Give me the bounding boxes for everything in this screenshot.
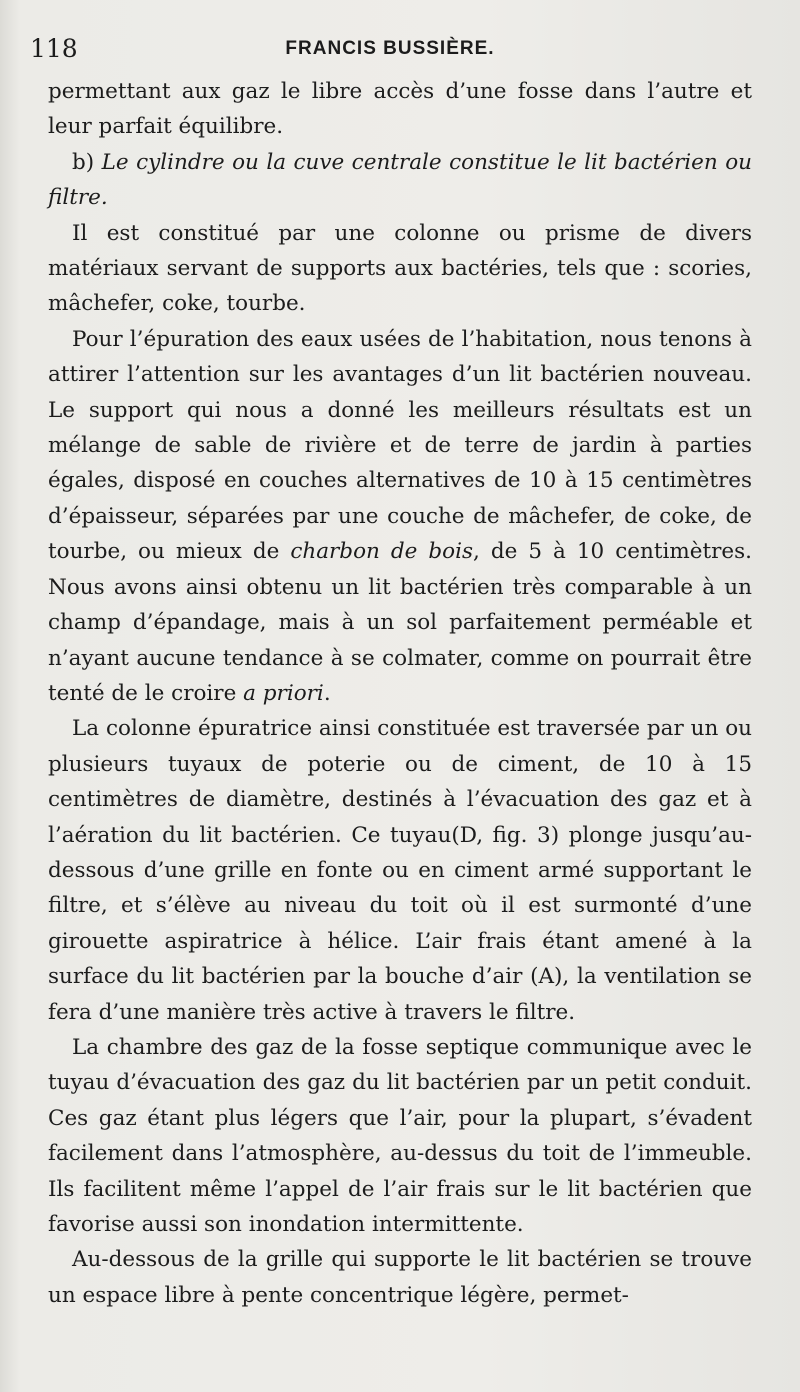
text-segment: permettant aux gaz le libre accès d’une fosse dans l’autre et leur parfait équilibre.: [48, 79, 752, 140]
text-segment: .: [323, 680, 331, 706]
text-segment: Il est constitué par une colonne ou prisme de divers matériaux servant de supports aux bactéries, tels que : scories, mâchefer, coke, tourbe.: [48, 220, 752, 317]
body-text: [48, 74, 752, 1313]
text-segment: Au-dessous de la grille qui supporte le lit bactérien se trouve un espace libre à pente concentrique légère, permet-: [48, 1247, 752, 1308]
paragraph: [48, 216, 752, 322]
paragraph: [48, 74, 752, 145]
page-number: 118: [30, 34, 78, 63]
italic-text: Le cylindre ou la cuve centrale constitue le lit bactérien ou filtre.: [48, 149, 752, 211]
page-header: [30, 32, 750, 66]
paragraph: [48, 1030, 752, 1242]
italic-text: charbon de bois: [290, 539, 473, 565]
paragraph: [48, 145, 752, 216]
paragraph: [48, 711, 752, 1030]
italic-text: a priori: [243, 680, 324, 706]
paragraph: [48, 1242, 752, 1313]
text-segment: La chambre des gaz de la fosse septique communique avec le tuyau d’évacuation des gaz du lit bactérien par un petit conduit. Ces gaz étant plus légers que l’air, pour la plupart, s’évadent facilement dans l’atmosphère, au-dessus du toit de l’immeuble. Ils facilitent même l’appel de l’air frais sur le lit bactérien que favorise aussi son inondation intermittente.: [48, 1034, 752, 1237]
text-segment: Pour l’épuration des eaux usées de l’habitation, nous tenons à attirer l’attention sur les avantages d’un lit bactérien nouveau. Le support qui nous a donné les meilleurs résultats est un mélange de sable de rivière et de terre de jardin à parties égales, disposé en couches alternatives de 10 à 15 centimètres d’épaisseur, séparées par une couche de mâchefer, de coke, de tourbe, ou mieux de: [48, 326, 752, 565]
text-segment: b): [72, 149, 102, 175]
text-segment: La colonne épuratrice ainsi constituée est traversée par un ou plusieurs tuyaux de poterie ou de ciment, de 10 à 15 centimètres de diamètre, destinés à l’évacuation des gaz et à l’aération du lit bactérien. Ce tuyau(D, fig. 3) plonge jusqu’au-dessous d’une grille en fonte ou en ciment armé supportant le filtre, et s’élève au niveau du toit où il est surmonté d’une girouette aspiratrice à hélice. L’air frais étant amené à la surface du lit bactérien par la bouche d’air (A), la ventilation se fera d’une manière très active à travers le filtre.: [48, 716, 752, 1025]
text-segment: , de 5 à 10 centimètres. Nous avons ainsi obtenu un lit bactérien très comparable à un champ d’épandage, mais à un sol parfaitement perméable et n’ayant aucune tendance à se colmater, comme on pourrait être tenté de le croire: [48, 539, 752, 706]
running-head: FRANCIS BUSSIÈRE.: [285, 38, 495, 59]
paragraph: [48, 322, 752, 711]
